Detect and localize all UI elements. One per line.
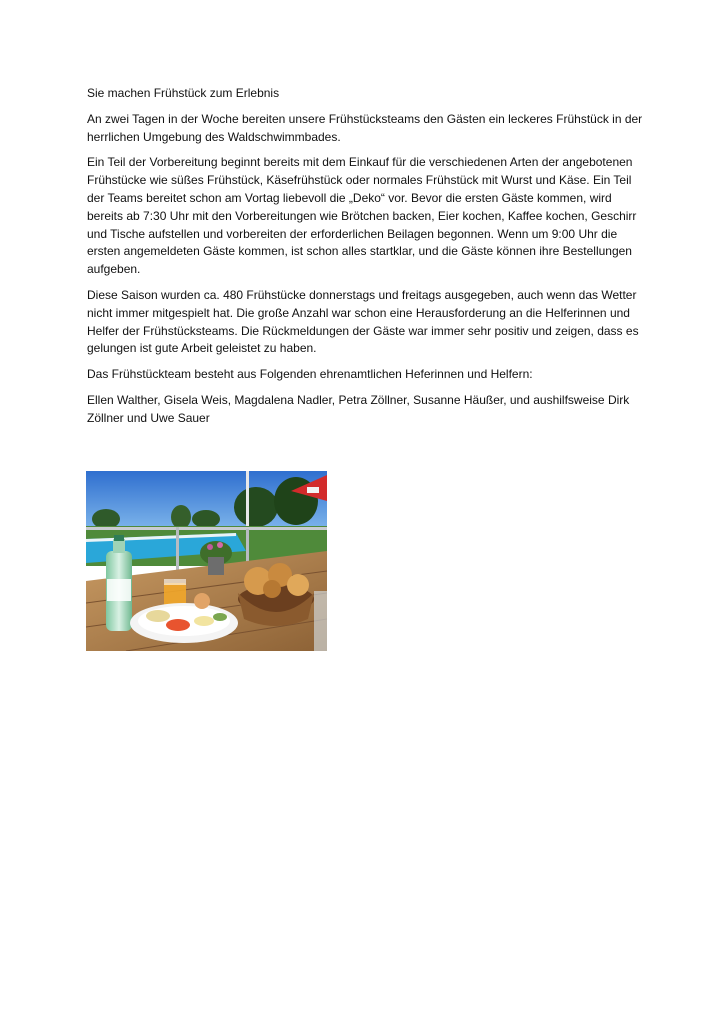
article-title: Sie machen Frühstück zum Erlebnis xyxy=(87,86,280,100)
paragraph-team-names: Ellen Walther, Gisela Weis, Magdalena Nadler, Petra Zöllner, Susanne Häußer, und aushilfsweise Dirk Zöllner und Uwe Sauer xyxy=(87,392,630,425)
paragraph-intro: An zwei Tagen in der Woche bereiten unsere Frühstücksteams den Gästen ein leckeres Frühstück in der herrlichen Umgebung des Waldschwimmbades. xyxy=(87,111,643,144)
breakfast-photo xyxy=(86,471,327,651)
paragraph-team-intro: Das Frühstückteam besteht aus Folgenden ehrenamtlichen Heferinnen und Helfern: xyxy=(87,367,533,382)
paragraph-season: Diese Saison wurden ca. 480 Frühstücke donnerstags und freitags ausgegeben, auch wenn das Wetter nicht immer mitgespielt hat. Die große Anzahl war schon eine Herausforderung an die Helferinnen und Helfer der Frühstücksteams. Die Rückmeldungen der Gäste war immer sehr positiv und zeigen, dass es gelungen ist gute Arbeit geleistet zu haben. xyxy=(87,287,639,356)
paragraph-preparation: Ein Teil der Vorbereitung beginnt bereits mit dem Einkauf für die verschiedenen Arten der angebotenen Frühstücke wie süßes Frühstück, Käsefrühstück oder normales Frühstück mit Wurst und Käse. Ein Teil der Teams bereitet schon am Vortag liebevoll die „Deko“ vor. Bevor die ersten Gäste kommen, wird bereits ab 7:30 Uhr mit den Vorbereitungen wie Brötchen backen, Eier kochen, Kaffee kochen, Geschirr und Tische aufstellen und vorbereiten der erforderlichen Beilagen begonnen. Wenn um 9:00 Uhr die ersten angemeldeten Gäste kommen, ist schon alles startklar, und die Gäste können ihre Bestellungen aufgeben. xyxy=(87,155,637,277)
article-body xyxy=(87,85,645,436)
